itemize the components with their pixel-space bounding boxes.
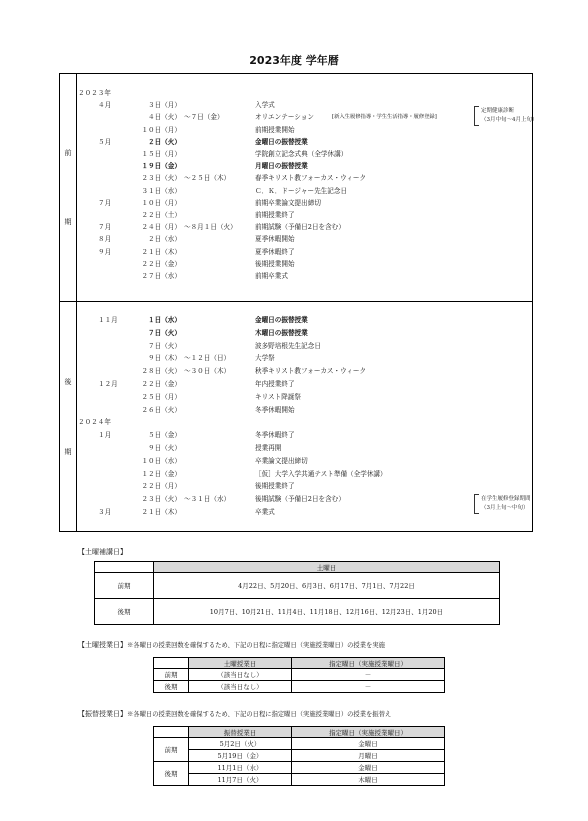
day-label: ７日（火） [148,328,181,337]
event-label: 夏季休暇開始 [255,235,295,244]
month-label: ４月 [98,101,112,110]
page-title: 2023年度 学年暦 [249,54,339,67]
day-label: ５日（金） [148,431,181,440]
health-bracket [474,106,479,126]
event-label: 大学祭 [255,354,275,363]
event-label: Ｃ．Ｋ．ドージャー先生記念日 [255,186,348,195]
day-label: ２１日（木） [141,508,181,516]
event-label: 前期試験（予備日2日を含む） [255,223,345,232]
day-label: １日（水） [148,316,181,324]
event-label: 金曜日の振替授業 [255,316,308,324]
saturday-class-heading: 【土曜授業日】※各曜日の授業回数を確保するため、下記の日程に指定曜日（実施授業曜日）の授業を実施 [78,641,385,649]
transfer-second-label: 後期 [154,762,189,786]
transfer-weekday: 月曜日 [292,750,445,762]
transfer-weekday: 金曜日 [292,762,445,774]
first-term-char-1: 前 [64,149,72,157]
event-label: 前期授業開始 [255,125,295,134]
event-label: 秋季キリスト教フォーカス・ウィーク [255,367,367,376]
makeup-second-dates: 10月7日、10月21日、11月4日、11月18日、12月16日、12月23日、1月20日 [154,599,500,625]
event-label: 授業再開 [255,444,282,452]
month-label: ９月 [98,247,112,256]
saturday-class-first-label: 前期 [154,669,189,681]
month-label: １２月 [98,380,118,388]
month-label: ５月 [98,137,112,146]
registration-period: （3月上旬～中旬） [481,505,529,511]
day-label: １９日（金） [141,162,181,171]
date-range-label: ～１２日（日） [184,354,231,363]
saturday-class-second-weekday: － [292,681,445,693]
event-label: 前期卒業論文提出締切 [255,198,321,207]
transfer-date: 5月2日（火） [189,738,292,750]
day-label: ３１日（水） [141,186,181,195]
day-label: ２５日（月） [141,392,181,401]
event-label: オリエンテーション [255,113,314,122]
day-label: ２２日（金） [141,380,181,388]
transfer-weekday: 木曜日 [292,774,445,786]
corner-cell [154,727,189,738]
day-label: ９日（木） [148,354,181,363]
date-range-label: ～２５日（木） [184,174,231,183]
event-label: キリスト降誕祭 [255,392,302,401]
saturday-class-table [153,657,445,693]
day-label: １２日（金） [141,469,181,478]
health-check-period: （3月中旬～4月上旬） [481,117,538,123]
second-term-char-1: 後 [64,378,72,386]
day-label: ２７日（水） [141,272,181,280]
corner-cell [95,562,154,573]
date-range-label: ～８月１日（火） [184,223,237,232]
saturday-header: 土曜日 [154,562,500,573]
event-label: 入学式 [255,101,275,110]
event-note: [新入生履修指導・学生生活指導・履修登録] [332,114,437,121]
transfer-weekday: 金曜日 [292,738,445,750]
day-label: ７日（火） [148,341,181,350]
transfer-first-label: 前期 [154,738,189,762]
event-label: 冬季休暇開始 [255,405,295,414]
transfer-weekday-header: 指定曜日（実施授業曜日） [292,727,445,738]
registration-note: 在学生履修登録期間 [481,496,531,502]
month-label: ７月 [98,198,112,207]
registration-bracket [474,494,479,514]
transfer-date: 11月1日（水） [189,762,292,774]
day-label: １０日（月） [141,198,181,207]
month-label: ８月 [98,235,112,244]
saturday-class-second-label: 後期 [154,681,189,693]
event-label: 金曜日の振替授業 [255,137,308,146]
day-label: ２２日（金） [141,259,181,268]
semester-divider [76,74,77,531]
day-label: ２３日（火） [141,495,181,504]
day-label: ２１日（木） [141,247,181,256]
day-label: ２８日（火） [141,367,181,376]
event-label: 波多野培根先生記念日 [255,341,321,350]
event-label: 月曜日の振替授業 [255,162,308,171]
transfer-date-header: 振替授業日 [189,727,292,738]
event-label: 木曜日の振替授業 [255,328,308,337]
second-term-char-2: 期 [64,448,72,456]
saturday-class-first-weekday: － [292,669,445,681]
event-label: 年内授業終了 [255,380,295,388]
event-label: 前期授業終了 [255,211,295,219]
event-label: 卒業式 [255,508,275,516]
month-label: ７月 [98,223,112,232]
term-divider [60,301,532,302]
event-label: 春季キリスト教フォーカス・ウィーク [255,174,367,183]
event-label: 学院創立記念式典（全学休講） [255,150,348,158]
makeup-first-dates: 4月22日、5月20日、6月3日、6月17日、7月1日、7月22日 [154,573,500,599]
day-label: ２３日（火） [141,174,181,183]
year-label: ２０２４年 [78,418,111,427]
first-term-char-2: 期 [64,218,72,226]
saturday-makeup-heading: 【土曜補講日】 [78,548,127,556]
day-label: ３日（月） [148,101,181,110]
date-range-label: ～７日（金） [184,113,224,122]
event-label: 後期試験（予備日2日を含む） [255,495,345,504]
event-label: 卒業論文提出締切 [255,456,308,465]
day-label: ９日（火） [148,444,181,452]
date-range-label: ～３０日（木） [184,367,231,376]
day-label: １０日（月） [141,125,181,134]
event-label: ［仮］大学入学共通テスト準備（全学休講） [255,469,387,478]
month-label: ３月 [98,508,112,516]
transfer-date: 11月7日（火） [189,774,292,786]
day-label: ２日（水） [148,235,181,244]
day-label: ２６日（火） [141,405,181,414]
year-label: ２０２３年 [78,89,111,97]
saturday-class-first-date: （該当日なし） [189,669,292,681]
transfer-date: 5月19日（金） [189,750,292,762]
saturday-makeup-table [94,561,500,625]
day-label: ４日（火） [148,113,181,122]
saturday-class-date-header: 土曜授業日 [189,658,292,669]
day-label: ２２日（土） [141,211,181,219]
event-label: 夏季休暇終了 [255,247,295,256]
transfer-class-heading: 【振替授業日】※各曜日の授業回数を確保するため、下記の日程に指定曜日（実施授業曜日）の授業を振替え [78,710,392,718]
corner-cell [154,658,189,669]
day-label: ２２日（月） [141,482,181,491]
makeup-first-label: 前期 [95,573,154,599]
day-label: １０日（水） [141,456,181,465]
day-label: １５日（月） [141,150,181,158]
month-label: １１月 [98,316,118,324]
transfer-class-table [153,726,445,786]
date-range-label: ～３１日（水） [184,495,231,504]
saturday-class-weekday-header: 指定曜日（実施授業曜日） [292,658,445,669]
event-label: 後期授業開始 [255,259,295,268]
month-label: １月 [98,431,112,440]
makeup-second-label: 後期 [95,599,154,625]
event-label: 後期授業終了 [255,482,295,491]
saturday-class-second-date: （該当日なし） [189,681,292,693]
health-check-note: 定期健康診断 [481,108,515,114]
day-label: ２日（火） [148,137,181,146]
event-label: 前期卒業式 [255,272,288,280]
day-label: ２４日（月） [141,223,181,232]
event-label: 冬季休暇終了 [255,431,295,440]
